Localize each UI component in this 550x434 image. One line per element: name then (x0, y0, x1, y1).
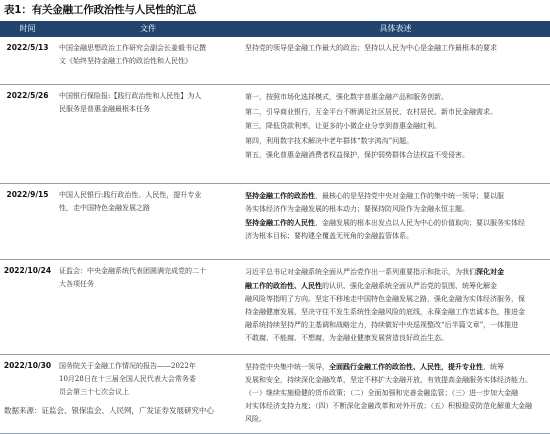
description-line (245, 230, 548, 243)
description-text: 坚持党的领导是金融工作最大的政治；坚持以人民为中心是金融工作最根本的要求 (245, 44, 497, 52)
description-line (245, 413, 548, 426)
description-line (245, 189, 548, 203)
row-date: 2022/10/24 (0, 260, 55, 355)
header-description: 具体表述 (241, 21, 550, 37)
row-description (241, 355, 550, 434)
description-line (245, 293, 548, 306)
description-line (245, 332, 548, 345)
emphasis-text: 坚持金融工作的政治性 (245, 191, 315, 200)
document-line: 10月28日在十三届全国人民代表大会常务委 (59, 375, 196, 383)
row-description (241, 37, 550, 85)
description-line (245, 319, 548, 332)
description-line (245, 216, 548, 230)
row-date: 2022/5/26 (0, 85, 55, 184)
table-title: 表1：有关金融工作政治性与人民性的汇总 (4, 4, 197, 16)
document-line: 文《始终坚持金融工作的政治性和人民性》 (59, 57, 192, 65)
table-row (0, 260, 550, 355)
description-text: ，统筹 (483, 363, 504, 371)
row-description (241, 184, 550, 260)
description-text: ，最核心的是坚持党中央对金融工作的集中统一领导；要以服 (315, 192, 504, 200)
emphasis-text: 深化对金 (476, 267, 504, 276)
table-row (0, 184, 550, 260)
description-text: 坚持党中央集中统一领导， (245, 363, 329, 371)
description-line (245, 374, 548, 387)
table-row (0, 37, 550, 85)
document-line: 中国人民银行:践行政治性、人民性，提升专业 (59, 191, 202, 199)
description-line (245, 134, 548, 149)
description-text: ，金融发展的根本出发点以人民为中心的价值取向；要以服务实体经 (315, 219, 525, 227)
description-line (245, 105, 548, 120)
row-document (55, 37, 241, 85)
row-document (55, 355, 241, 434)
row-document (55, 184, 241, 260)
description-text: 融风险等指明了方向。坚定不移地走中国特色金融发展之路，强化金融为实体经济服务，保 (245, 295, 525, 303)
description-text: 习近平总书记对金融系统全面从严治党作出一系列重要指示和批示，为我们 (245, 268, 476, 276)
description-text: 第四，利用数字技术解决中老年群体“数字鸿沟”问题。 (245, 136, 414, 145)
description-text: （一）继续实施稳健的货币政策；（二）全面加强和完善金融监管；（三）进一步加大金融 (245, 389, 518, 397)
row-date: 2022/5/13 (0, 37, 55, 85)
document-line: 民服务是普惠金融最根本任务 (59, 105, 150, 113)
document-line: 大各项任务 (59, 280, 94, 288)
document-line: 国务院关于金融工作情况的报告——2022年 (59, 362, 196, 370)
emphasis-text: 融工作的政治性、人民性 (245, 281, 322, 290)
description-text: 的认识、强化金融系统全面从严治党的氛围、统筹化解金 (322, 282, 497, 290)
description-line (245, 306, 548, 319)
row-description (241, 85, 550, 184)
description-text: 第二，引导商业银行，互金平台不断满足社区居民、农村居民、新市民金融需求。 (245, 107, 497, 116)
description-text: 第五，强化普惠金融消费者权益保护，保护弱势群体合法权益不受侵害。 (245, 151, 469, 160)
row-date: 2022/9/15 (0, 184, 55, 260)
description-line (245, 265, 548, 279)
description-text: 融系统持续坚持严的主基调和战略定力，持续做好中央巡视整改“后半篇文章”，一体推进 (245, 321, 519, 329)
document-line: 员会第三十七次会议上 (59, 388, 129, 396)
description-text: 持金融健康发展，坚决守住不发生系统性金融风险的底线，永葆金融工作忠诚本色，推进金 (245, 308, 525, 316)
emphasis-text: 全面践行金融工作的政治性、人民性，提升专业性 (329, 362, 483, 371)
description-line (245, 203, 548, 216)
table-header-row (0, 21, 550, 37)
row-date: 2022/10/30 (0, 355, 55, 434)
description-line (245, 90, 548, 105)
document-line: 中国金融思想政治工作研究会副会长姜毅书记撰 (59, 44, 206, 52)
description-line (245, 387, 548, 400)
description-text: 济为根本目标；要构建全覆盖无死角的金融监管体系。 (245, 232, 413, 240)
table-row (0, 355, 550, 434)
description-text: 第一，按照市场化选择模式，强化数字普惠金融产品和服务创新。 (245, 93, 448, 101)
description-text: 不敢腐、不能腐、不想腐，为金融业健康发展营造良好政治生态。 (245, 334, 448, 342)
description-line (245, 400, 548, 413)
description-text: 发展和安全，持续深化金融改革，坚定不移扩大金融开放，有效提高金融服务实体经济能力。 (245, 376, 532, 384)
header-document: 文件 (55, 21, 241, 37)
document-line: 性，走中国特色金融发展之路 (59, 204, 150, 212)
row-description (241, 260, 550, 355)
description-text: 对实体经济支持力度；（四）不断深化金融改革和对外开放；（五）积极稳妥防范化解重大金融 (245, 402, 532, 410)
description-text: 第三，降低贷款利率，让更多的小微企业分享到普惠金融红利。 (245, 122, 441, 131)
description-line (245, 119, 548, 134)
description-line (245, 42, 548, 55)
description-text: 务实体经济作为金融发展的根本动力；要保持防风险作为金融永恒主题。 (245, 205, 469, 213)
data-source-note: 数据来源：证监会、银保监会、人民网，广发证券发展研究中心 (4, 406, 214, 415)
description-line (245, 360, 548, 374)
description-line (245, 148, 548, 163)
document-line: 中国银行保险报:【践行政治性和人民性】为人 (59, 92, 202, 100)
emphasis-text: 坚持金融工作的人民性 (245, 218, 315, 227)
row-document (55, 260, 241, 355)
description-text: 风险。 (245, 415, 266, 423)
description-line (245, 279, 548, 293)
policy-summary-table (0, 21, 550, 434)
table-row (0, 85, 550, 184)
header-time: 时间 (0, 21, 55, 37)
row-document (55, 85, 241, 184)
document-line: 证监会：中央金融系统代表团圆满完成党的二十 (59, 267, 206, 275)
